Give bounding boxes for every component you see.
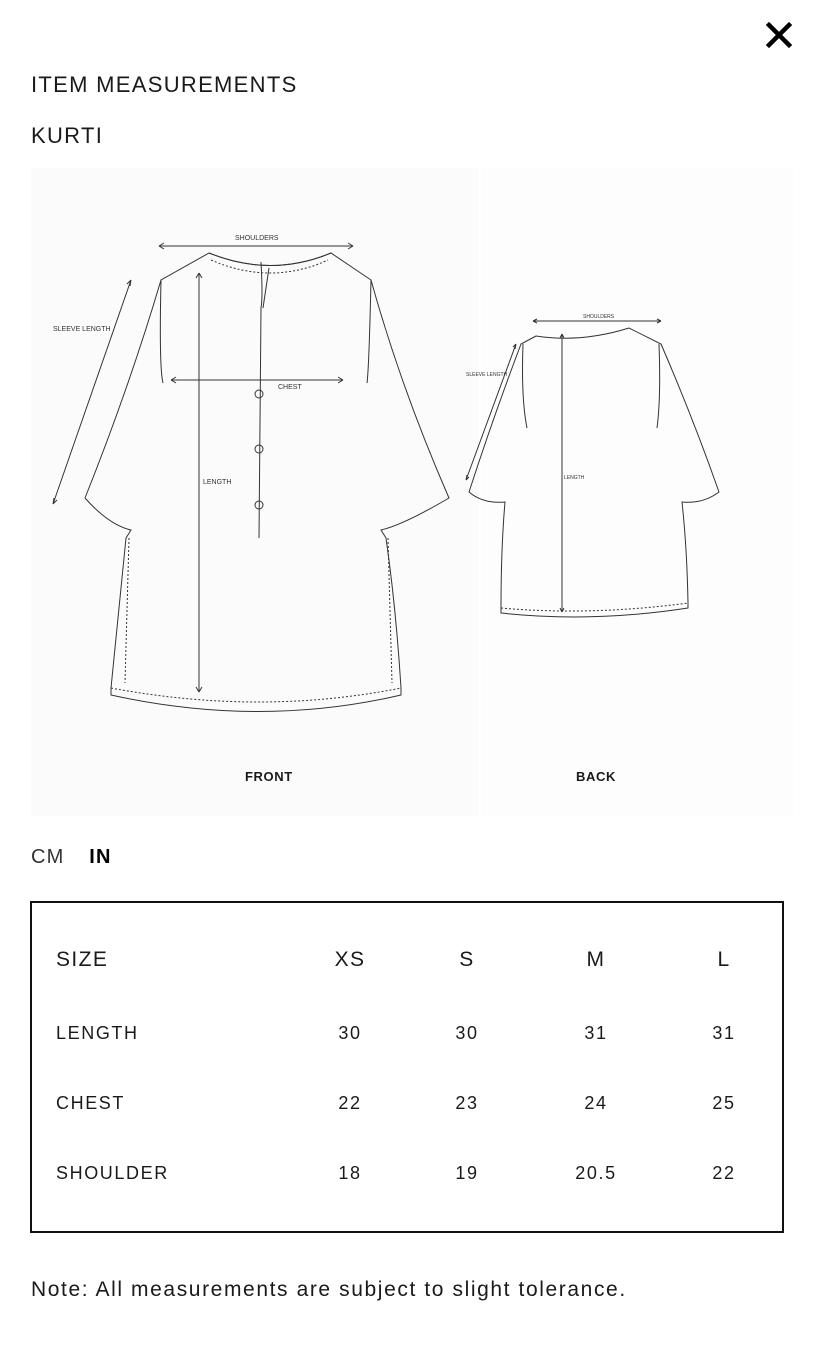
close-icon (760, 16, 798, 54)
sleeve-arrow (53, 280, 131, 504)
label-length: LENGTH (203, 479, 232, 486)
back-label-sleeve-length: SLEEVE LENGTH (466, 372, 508, 378)
table-row: LENGTH 30 30 31 31 (56, 1023, 736, 1043)
table-cell: SHOULDER (56, 1163, 169, 1183)
length-arrow (196, 273, 202, 692)
unit-in-option[interactable]: IN (89, 846, 112, 868)
label-shoulders: SHOULDERS (235, 235, 279, 242)
front-body-outline (85, 253, 449, 712)
tolerance-note: Note: All measurements are subject to slight tolerance. (31, 1278, 627, 1301)
measurement-diagram (31, 168, 793, 818)
front-caption: FRONT (245, 769, 293, 784)
chest-arrow (171, 377, 343, 383)
back-length-arrow (560, 334, 564, 612)
table-header-row: SIZE XS S M L (56, 948, 731, 971)
unit-cm-option[interactable]: CM (31, 846, 65, 868)
label-sleeve-length: SLEEVE LENGTH (53, 326, 111, 333)
label-chest: CHEST (278, 384, 302, 391)
kurti-sketch (31, 168, 793, 818)
table-row: SHOULDER 18 19 20.5 22 (56, 1163, 736, 1183)
table-cell: CHEST (56, 1093, 126, 1113)
unit-toggle (31, 846, 130, 869)
table-cell: LENGTH (56, 1023, 139, 1043)
back-label-length: LENGTH (564, 475, 585, 481)
close-button[interactable] (760, 16, 798, 54)
table-row: CHEST 22 23 24 25 (56, 1093, 736, 1113)
page-title: ITEM MEASUREMENTS (31, 72, 298, 97)
back-label-shoulders: SHOULDERS (583, 314, 615, 320)
product-name: KURTI (31, 123, 104, 148)
size-table (30, 901, 784, 1233)
shoulders-arrow (159, 243, 353, 249)
table-header-cell: SIZE (56, 948, 109, 971)
back-sleeve-arrow (466, 344, 516, 480)
back-caption: BACK (576, 769, 616, 784)
